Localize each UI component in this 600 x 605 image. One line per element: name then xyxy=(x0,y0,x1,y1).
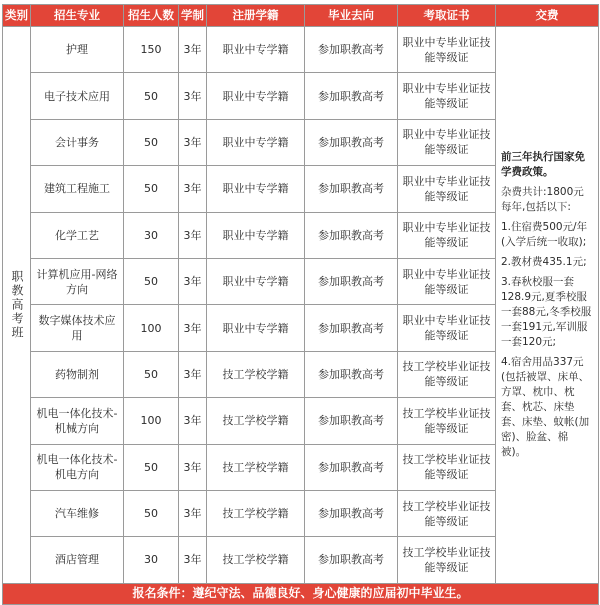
certificate-cell: 职业中专毕业证技能等级证 xyxy=(398,166,496,212)
fees-line: 杂费共计:1800元每年,包括以下: xyxy=(501,185,584,213)
years-cell: 3年 xyxy=(179,119,207,165)
count-cell: 150 xyxy=(124,27,179,73)
destination-cell: 参加职教高考 xyxy=(305,73,398,119)
years-cell: 3年 xyxy=(179,166,207,212)
certificate-cell: 技工学校毕业证技能等级证 xyxy=(398,490,496,536)
destination-cell: 参加职教高考 xyxy=(305,119,398,165)
count-cell: 50 xyxy=(124,166,179,212)
header-major: 招生专业 xyxy=(31,5,124,27)
fees-cell xyxy=(496,27,599,584)
years-cell: 3年 xyxy=(179,212,207,258)
count-cell: 50 xyxy=(124,351,179,397)
destination-cell: 参加职教高考 xyxy=(305,537,398,583)
major-cell: 机电一体化技术-机电方向 xyxy=(31,444,124,490)
fees-lead: 前三年执行国家免学费政策。 xyxy=(501,150,585,178)
registration-cell: 职业中专学籍 xyxy=(207,27,305,73)
fees-line: 4.宿舍用品337元(包括被罩、床单、方罩、枕巾、枕套、枕芯、床垫套、床垫、蚊帐(加密)、脸盆、棉被)。 xyxy=(501,355,590,458)
registration-cell: 技工学校学籍 xyxy=(207,537,305,583)
years-cell: 3年 xyxy=(179,27,207,73)
count-cell: 50 xyxy=(124,258,179,304)
certificate-cell: 职业中专毕业证技能等级证 xyxy=(398,212,496,258)
count-cell: 50 xyxy=(124,119,179,165)
destination-cell: 参加职教高考 xyxy=(305,212,398,258)
years-cell: 3年 xyxy=(179,351,207,397)
certificate-cell: 技工学校毕业证技能等级证 xyxy=(398,398,496,444)
certificate-cell: 技工学校毕业证技能等级证 xyxy=(398,351,496,397)
major-cell: 数字媒体技术应用 xyxy=(31,305,124,351)
major-cell: 汽车维修 xyxy=(31,490,124,536)
count-cell: 100 xyxy=(124,398,179,444)
count-cell: 50 xyxy=(124,490,179,536)
header-certificate: 考取证书 xyxy=(398,5,496,27)
major-cell: 电子技术应用 xyxy=(31,73,124,119)
count-cell: 100 xyxy=(124,305,179,351)
years-cell: 3年 xyxy=(179,258,207,304)
header-fees: 交费 xyxy=(496,5,599,27)
certificate-cell: 技工学校毕业证技能等级证 xyxy=(398,537,496,583)
table-row xyxy=(3,27,599,73)
enrollment-requirement: 报名条件：遵纪守法、品德良好、身心健康的应届初中毕业生。 xyxy=(3,583,599,604)
registration-cell: 技工学校学籍 xyxy=(207,398,305,444)
header-destination: 毕业去向 xyxy=(305,5,398,27)
registration-cell: 职业中专学籍 xyxy=(207,166,305,212)
header-registration: 注册学籍 xyxy=(207,5,305,27)
years-cell: 3年 xyxy=(179,537,207,583)
fees-line: 1.住宿费500元/年(入学后统一收取); xyxy=(501,220,588,248)
major-cell: 酒店管理 xyxy=(31,537,124,583)
major-cell: 计算机应用-网络方向 xyxy=(31,258,124,304)
registration-cell: 职业中专学籍 xyxy=(207,258,305,304)
destination-cell: 参加职教高考 xyxy=(305,27,398,73)
destination-cell: 参加职教高考 xyxy=(305,305,398,351)
registration-cell: 职业中专学籍 xyxy=(207,73,305,119)
count-cell: 50 xyxy=(124,73,179,119)
certificate-cell: 职业中专毕业证技能等级证 xyxy=(398,27,496,73)
category-cell: 职教高考班 xyxy=(3,27,31,584)
header-count: 招生人数 xyxy=(124,5,179,27)
registration-cell: 职业中专学籍 xyxy=(207,212,305,258)
major-cell: 机电一体化技术-机械方向 xyxy=(31,398,124,444)
major-cell: 药物制剂 xyxy=(31,351,124,397)
major-cell: 护理 xyxy=(31,27,124,73)
destination-cell: 参加职教高考 xyxy=(305,444,398,490)
header-row xyxy=(3,5,599,27)
certificate-cell: 职业中专毕业证技能等级证 xyxy=(398,73,496,119)
fees-line: 2.教材费435.1元; xyxy=(501,255,587,268)
destination-cell: 参加职教高考 xyxy=(305,166,398,212)
header-category: 类别 xyxy=(3,5,31,27)
certificate-cell: 职业中专毕业证技能等级证 xyxy=(398,258,496,304)
major-cell: 建筑工程施工 xyxy=(31,166,124,212)
count-cell: 30 xyxy=(124,537,179,583)
certificate-cell: 职业中专毕业证技能等级证 xyxy=(398,305,496,351)
years-cell: 3年 xyxy=(179,73,207,119)
registration-cell: 技工学校学籍 xyxy=(207,444,305,490)
registration-cell: 职业中专学籍 xyxy=(207,305,305,351)
destination-cell: 参加职教高考 xyxy=(305,398,398,444)
registration-cell: 技工学校学籍 xyxy=(207,351,305,397)
certificate-cell: 职业中专毕业证技能等级证 xyxy=(398,119,496,165)
major-cell: 化学工艺 xyxy=(31,212,124,258)
destination-cell: 参加职教高考 xyxy=(305,490,398,536)
registration-cell: 职业中专学籍 xyxy=(207,119,305,165)
years-cell: 3年 xyxy=(179,444,207,490)
years-cell: 3年 xyxy=(179,305,207,351)
enrollment-table xyxy=(2,4,599,605)
major-cell: 会计事务 xyxy=(31,119,124,165)
destination-cell: 参加职教高考 xyxy=(305,258,398,304)
footer-row xyxy=(3,583,599,604)
header-years: 学制 xyxy=(179,5,207,27)
registration-cell: 技工学校学籍 xyxy=(207,490,305,536)
fees-line: 3.春秋校服一套128.9元,夏季校服一套88元,冬季校服一套191元,军训服一套120元; xyxy=(501,275,592,348)
destination-cell: 参加职教高考 xyxy=(305,351,398,397)
years-cell: 3年 xyxy=(179,398,207,444)
count-cell: 50 xyxy=(124,444,179,490)
years-cell: 3年 xyxy=(179,490,207,536)
certificate-cell: 技工学校毕业证技能等级证 xyxy=(398,444,496,490)
count-cell: 30 xyxy=(124,212,179,258)
